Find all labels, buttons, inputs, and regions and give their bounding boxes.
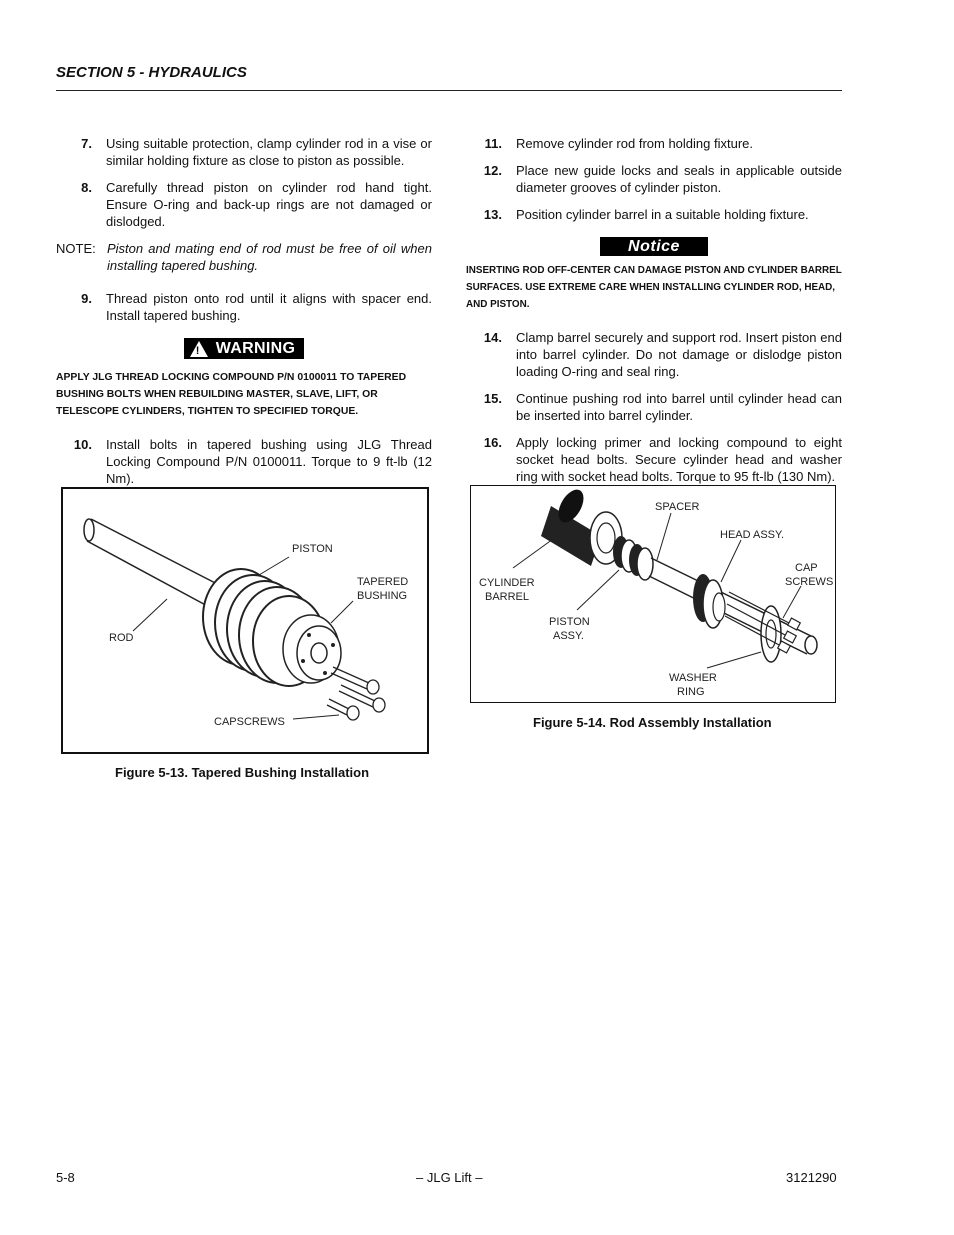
label-bushing: BUSHING xyxy=(357,590,408,602)
step-text: Clamp barrel securely and support rod. Insert piston end into barrel cylinder. Do not damage or dislodge piston loading O-ring and seal ring. xyxy=(516,330,842,379)
note xyxy=(56,240,432,274)
label-assy: ASSY. xyxy=(553,630,584,642)
label-piston: PISTON xyxy=(292,543,333,555)
note-text: Piston and mating end of rod must be free of oil when installing tapered bushing. xyxy=(107,241,432,273)
step-text: Continue pushing rod into barrel until cylinder head can be inserted into barrel cylinder. xyxy=(516,391,842,423)
step-13 xyxy=(466,206,842,223)
step-number: 9. xyxy=(81,291,92,306)
label-screws: SCREWS xyxy=(785,576,834,588)
label-barrel: BARREL xyxy=(485,591,530,603)
step-text: Position cylinder barrel in a suitable holding fixture. xyxy=(516,207,809,222)
step-number: 16. xyxy=(483,435,502,450)
step-text: Carefully thread piston on cylinder rod hand tight. Ensure O-ring and back-up rings are not damaged or dislodged. xyxy=(106,180,432,229)
step-text: Place new guide locks and seals in applicable outside diameter grooves of cylinder piston. xyxy=(516,163,842,195)
step-number: 11. xyxy=(484,136,502,151)
rod-drawing xyxy=(84,519,223,609)
step-number: 12. xyxy=(483,163,502,178)
figure-13-box xyxy=(61,487,429,754)
warning-text: APPLY JLG THREAD LOCKING COMPOUND P/N 0100011 TO TAPERED BUSHING BOLTS WHEN REBUILDING MASTER, SLAVE, LIFT, OR TELESCOPE CYLINDERS, TIGHTEN TO SPECIFIED TORQUE. xyxy=(56,371,407,417)
step-8 xyxy=(56,179,432,230)
label-washer: WASHER xyxy=(669,672,717,684)
step-10 xyxy=(56,436,432,487)
page-number: 5-8 xyxy=(56,1170,75,1185)
section-title: SECTION 5 - HYDRAULICS xyxy=(56,64,247,81)
tapered-bushing-illustration xyxy=(63,489,427,752)
note-label: NOTE: xyxy=(56,241,96,256)
left-column xyxy=(56,135,432,497)
warning-header xyxy=(56,338,432,361)
label-spacer: SPACER xyxy=(655,501,700,513)
document-number: 3121290 xyxy=(786,1170,837,1185)
notice-text: INSERTING ROD OFF-CENTER CAN DAMAGE PISTON AND CYLINDER BARREL SURFACES. USE EXTREME CARE WHEN INSTALLING CYLINDER ROD, HEAD, AND PISTON. xyxy=(466,265,842,310)
step-number: 10. xyxy=(73,436,92,452)
tapered-bushing-drawing xyxy=(283,615,341,683)
right-column xyxy=(466,135,842,495)
label-ring: RING xyxy=(677,686,705,698)
warning-badge xyxy=(184,338,304,359)
step-15 xyxy=(466,390,842,424)
label-capscrews: CAPSCREWS xyxy=(214,716,285,728)
figure-14-caption: Figure 5-14. Rod Assembly Installation xyxy=(533,715,772,730)
label-rod: ROD xyxy=(109,632,134,644)
page-header xyxy=(56,64,842,91)
cylinder-barrel-drawing xyxy=(541,486,622,566)
warning-label: WARNING xyxy=(215,340,296,357)
notice-header xyxy=(466,237,842,256)
head-assy-drawing xyxy=(693,574,725,628)
step-number: 14. xyxy=(483,330,502,345)
step-text: Thread piston onto rod until it aligns with spacer end. Install tapered bushing. xyxy=(106,291,432,323)
rod-assembly-illustration xyxy=(471,486,835,702)
step-12 xyxy=(466,162,842,196)
label-piston: PISTON xyxy=(549,616,590,628)
capscrews-drawing xyxy=(327,667,385,720)
step-text: Apply locking primer and locking compound to eight socket head bolts. Secure cylinder head and washer ring with socket head bolts. Torque to 95 ft-lb (130 Nm). xyxy=(516,435,842,484)
footer-center: – JLG Lift – xyxy=(416,1170,483,1185)
step-text: Install bolts in tapered bushing using JLG Thread Locking Compound P/N 0100011. Torque to 9 ft-lb (12 Nm). xyxy=(106,436,432,486)
notice-badge: Notice xyxy=(600,237,708,256)
warning-triangle-icon: ! xyxy=(190,341,208,357)
step-7 xyxy=(56,135,432,169)
label-tapered: TAPERED xyxy=(357,576,409,588)
piston-assy-drawing xyxy=(613,536,653,580)
step-text: Remove cylinder rod from holding fixture. xyxy=(516,136,753,151)
step-number: 8. xyxy=(81,180,92,195)
step-16 xyxy=(466,434,842,485)
washer-ring-drawing xyxy=(761,606,781,662)
figure-14-box xyxy=(470,485,836,703)
step-number: 13. xyxy=(483,207,502,222)
figure-13-caption: Figure 5-13. Tapered Bushing Installation xyxy=(115,765,370,780)
label-head-assy: HEAD ASSY. xyxy=(720,529,784,541)
step-number: 7. xyxy=(81,136,92,151)
step-text: Using suitable protection, clamp cylinder rod in a vise or similar holding fixture as close to piston as possible. xyxy=(106,136,432,168)
step-11 xyxy=(466,135,842,152)
step-number: 15. xyxy=(483,391,502,406)
step-9 xyxy=(56,290,432,324)
label-cylinder: CYLINDER xyxy=(479,577,535,589)
step-14 xyxy=(466,329,842,380)
label-cap: CAP xyxy=(795,562,818,574)
